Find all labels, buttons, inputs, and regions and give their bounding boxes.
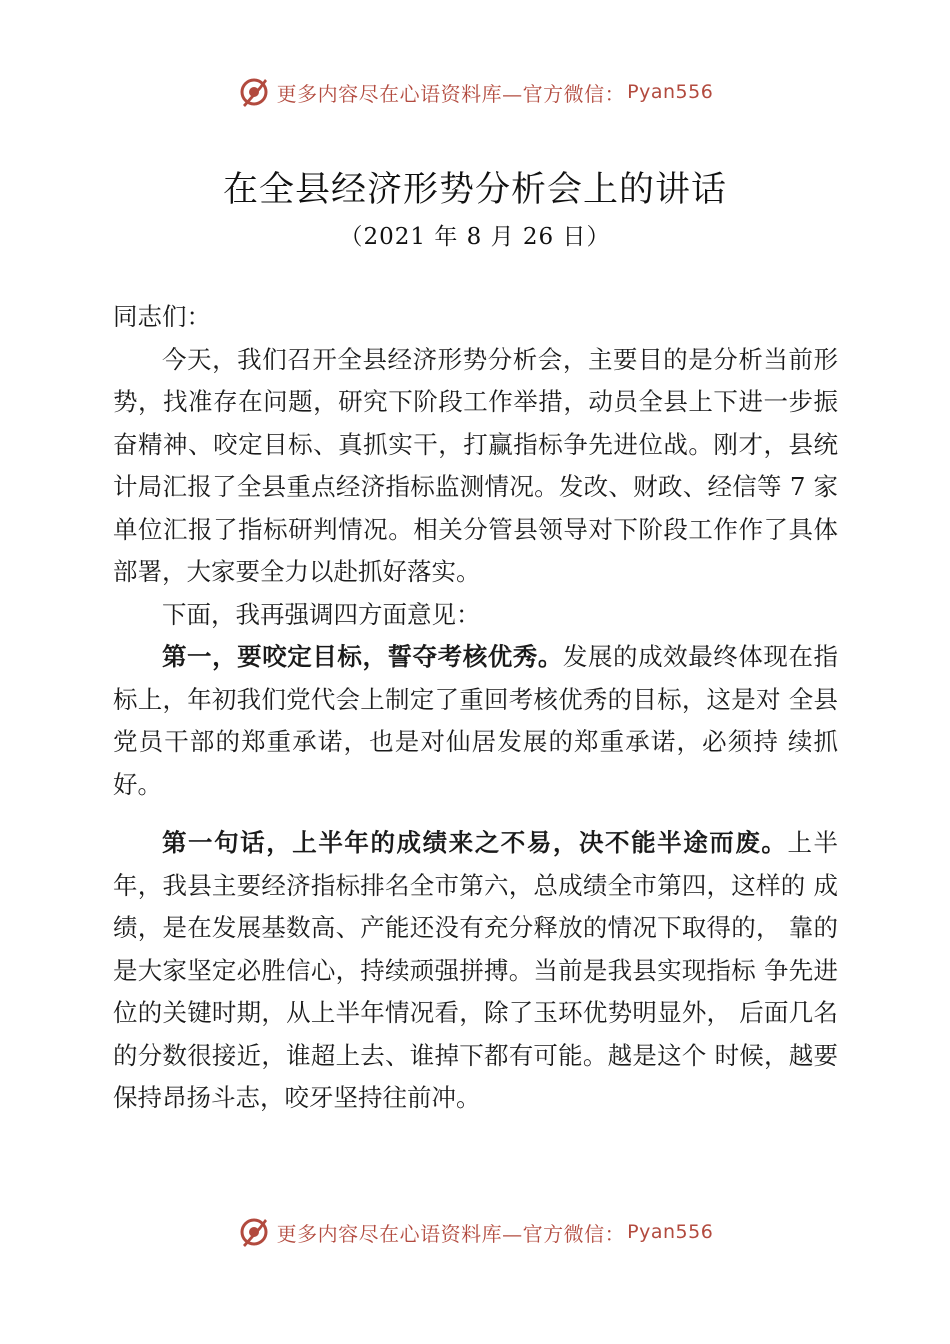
watermark-banner-bottom (0, 1212, 950, 1252)
paragraph-text: 发展的成效最终体现在指标上，年初我们党代会上制定了重回考核优秀的目标，这是对 全县党员干部的郑重承诺，也是对仙居发展的郑重承诺，必须持 续抓好。 (113, 642, 838, 799)
paragraph-text: 上半年，我县主要经济指标排名全市第六，总成绩全市第四，这样的 成绩，是在发展基数高、产能还没有充分释放的情况下取得的， 靠的是大家坚定必胜信心，持续顽强拼搏。当前是我县实现指标 争先进位的关键时期，从上半年情况看，除了玉环优势明显外， 后面几名的分数很接近，谁超上去、谁掉下都有可能。越是这个 时候，越要保持昂扬斗志，咬牙坚持往前冲。 (113, 828, 838, 1112)
watermark-wechat-id: Pyan556 (627, 81, 714, 103)
paragraph (113, 339, 838, 594)
document-title: 在全县经济形势分析会上的讲话 (222, 170, 727, 210)
paragraph-text: 今天，我们召开全县经济形势分析会，主要目的是分析当前形势，找准存在问题，研究下阶段工作举措，动员全县上下进一步振奋精神、咬定目标、真抓实干，打赢指标争先进位战。刚才，县统计局汇报了全县重点经济指标监测情况。发改、财政、经信等 7 家单位汇报了指标研判情况。相关分管县领导对下阶段工作作了具体部署，大家要全力以赴抓好落实。 (113, 344, 838, 586)
paragraph (113, 822, 838, 1120)
paragraph-lead: 第一，要咬定目标，誓夺考核优秀。 (162, 642, 563, 671)
paragraph (113, 594, 838, 637)
watermark-text: 更多内容尽在心语资料库—官方微信： (276, 1221, 626, 1246)
quill-logo-icon (237, 1215, 271, 1249)
salutation: 同志们： (113, 302, 211, 331)
watermark-text: 更多内容尽在心语资料库—官方微信： (276, 81, 626, 106)
paragraph (113, 636, 838, 806)
paragraph-lead: 第一句话，上半年的成绩来之不易，决不能半途而废。 (162, 828, 788, 857)
document-date: （2021 年 8 月 26 日） (339, 224, 611, 250)
quill-logo-icon (237, 75, 271, 109)
watermark-banner-top (0, 72, 950, 112)
watermark-wechat-id: Pyan556 (627, 1221, 714, 1243)
document-body (113, 296, 838, 1120)
paragraph-text: 下面，我再强调四方面意见： (162, 599, 481, 629)
